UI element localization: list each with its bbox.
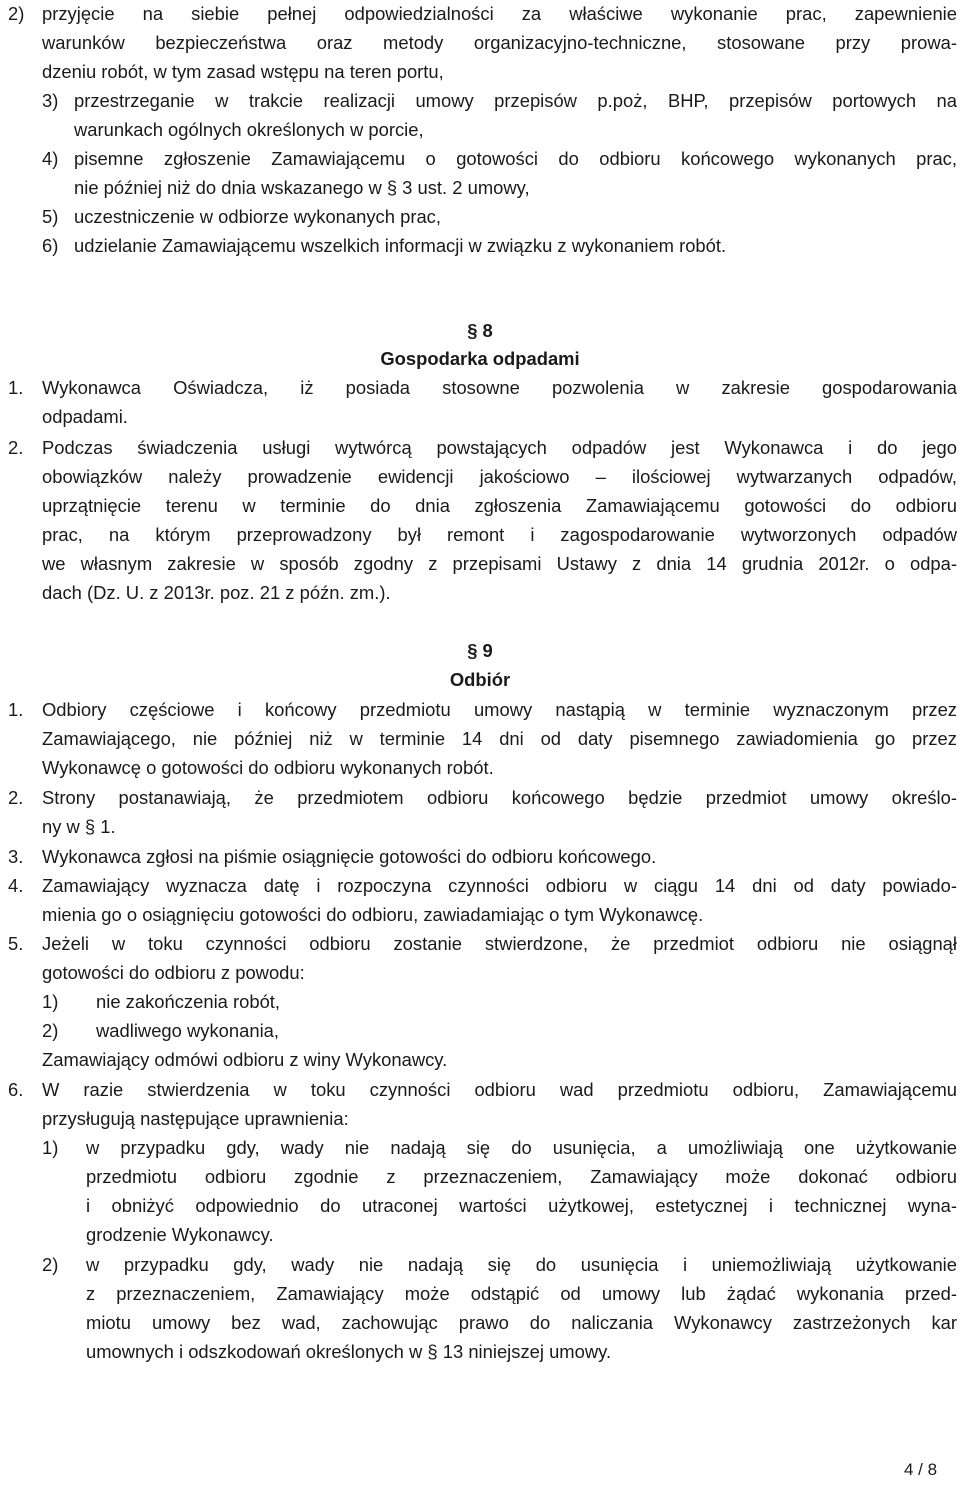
section-heading: § 9 [467, 640, 493, 661]
list-number: 4) [42, 148, 59, 169]
list-text-line: warunkach ogólnych określonych w porcie, [74, 119, 424, 140]
list-number: 6) [42, 235, 59, 256]
item-text-line: Wykonawca Oświadcza, iż posiada stosowne pozwolenia w zakresie gospodarowania [42, 377, 957, 398]
item-text-line: Strony postanawiają, że przedmiotem odbioru końcowego będzie przedmiot umowy określo- [42, 787, 957, 808]
sub-item-number: 1) [42, 991, 59, 1012]
sub-item-text: grodzenie Wykonawcy. [86, 1224, 274, 1245]
sub-item-text: umownych i odszkodowań określonych w § 13 niniejszej umowy. [86, 1341, 612, 1362]
item-number: 1. [8, 377, 24, 398]
item-number: 1. [8, 699, 24, 720]
sub-item-text: w przypadku gdy, wady nie nadają się do usunięcia i uniemożliwiają użytkowanie [86, 1254, 957, 1275]
list-text-line: dzeniu robót, w tym zasad wstępu na teren portu, [42, 61, 444, 82]
list-text-line: przestrzeganie w trakcie realizacji umowy przepisów p.poż, BHP, przepisów portowych na [74, 90, 957, 111]
item-text-line: Odbiory częściowe i końcowy przedmiotu umowy nastąpią w terminie wyznaczonym przez [42, 699, 957, 720]
sub-item-text: w przypadku gdy, wady nie nadają się do usunięcia, a umożliwiają one użytkowanie [86, 1137, 957, 1158]
sub-item-text: z przeznaczeniem, Zamawiający może odstąpić od umowy lub żądać wykonania przed- [86, 1283, 957, 1304]
item-number: 5. [8, 933, 24, 954]
sub-item-text: i obniżyć odpowiednio do utraconej wartości użytkowej, estetycznej i technicznej wyna- [86, 1195, 957, 1216]
item-text-line: Wykonawca zgłosi na piśmie osiągnięcie gotowości do odbioru końcowego. [42, 846, 657, 867]
sub-item-number: 1) [42, 1137, 59, 1158]
item-text-line: Zamawiający odmówi odbioru z winy Wykonawcy. [42, 1049, 448, 1070]
list-text-line: udzielanie Zamawiającemu wszelkich informacji w związku z wykonaniem robót. [74, 235, 727, 256]
item-text-line: Podczas świadczenia usługi wytwórcą powstających odpadów jest Wykonawca i do jego [42, 437, 957, 458]
item-text-line: uprzątnięcie terenu w terminie do dnia zgłoszenia Zamawiającemu gotowości do odbioru [42, 495, 957, 516]
section-title: Odbiór [449, 669, 511, 690]
item-text-line: odpadami. [42, 406, 128, 427]
item-number: 4. [8, 875, 24, 896]
section-title: Gospodarka odpadami [380, 348, 580, 369]
sub-item-text: miotu umowy bez wad, zachowując prawo do naliczania Wykonawcy zastrzeżonych kar [86, 1312, 957, 1333]
item-number: 3. [8, 846, 24, 867]
list-number: 5) [42, 206, 59, 227]
list-number: 3) [42, 90, 59, 111]
item-text-line: dach (Dz. U. z 2013r. poz. 21 z późn. zm.). [42, 582, 391, 603]
item-text-line: we własnym zakresie w sposób zgodny z przepisami Ustawy z dnia 14 grudnia 2012r. o odpa- [42, 553, 957, 574]
sub-item-text: nie zakończenia robót, [96, 991, 281, 1012]
item-text-line: Jeżeli w toku czynności odbioru zostanie stwierdzone, że przedmiot odbioru nie osiągnął [42, 933, 957, 954]
item-number: 2. [8, 437, 24, 458]
sub-item-number: 2) [42, 1254, 59, 1275]
item-number: 2. [8, 787, 24, 808]
section-heading: § 8 [467, 320, 493, 341]
item-text-line: Wykonawcę o gotowości do odbioru wykonanych robót. [42, 757, 494, 778]
item-text-line: gotowości do odbioru z powodu: [42, 962, 305, 983]
list-text-line: uczestniczenie w odbiorze wykonanych prac, [74, 206, 441, 227]
item-text-line: Zamawiającego, nie później niż w terminie 14 dni od daty pisemnego zawiadomienia go przez [42, 728, 957, 749]
item-text-line: mienia go o osiągnięciu gotowości do odbioru, zawiadamiając o tym Wykonawcę. [42, 904, 704, 925]
item-text-line: ny w § 1. [42, 816, 116, 837]
item-text-line: Zamawiający wyznacza datę i rozpoczyna czynności odbioru w ciągu 14 dni od daty powiado- [42, 875, 957, 896]
list-text-line: warunków bezpieczeństwa oraz metody organizacyjno-techniczne, stosowane przy prowa- [42, 32, 957, 53]
item-text-line: prac, na którym przeprowadzony był remont i zagospodarowanie wytworzonych odpadów [42, 524, 957, 545]
sub-item-text: wadliwego wykonania, [96, 1020, 279, 1041]
item-text-line: obowiązków należy prowadzenie ewidencji jakościowo – ilościowej wytwarzanych odpadów, [42, 466, 957, 487]
list-number: 2) [8, 3, 25, 24]
list-text-line: pisemne zgłoszenie Zamawiającemu o gotowości do odbioru końcowego wykonanych prac, [74, 148, 957, 169]
sub-item-text: przedmiotu odbioru zgodnie z przeznaczeniem, Zamawiający może dokonać odbioru [86, 1166, 957, 1187]
list-text-line: przyjęcie na siebie pełnej odpowiedzialności za właściwe wykonanie prac, zapewnienie [42, 3, 957, 24]
page-number: 4 / 8 [904, 1460, 938, 1479]
item-text-line: przysługują następujące uprawnienia: [42, 1108, 349, 1129]
sub-item-number: 2) [42, 1020, 59, 1041]
list-text-line: nie później niż do dnia wskazanego w § 3 ust. 2 umowy, [74, 177, 530, 198]
item-text-line: W razie stwierdzenia w toku czynności odbioru wad przedmiotu odbioru, Zamawiającemu [42, 1079, 957, 1100]
item-number: 6. [8, 1079, 24, 1100]
